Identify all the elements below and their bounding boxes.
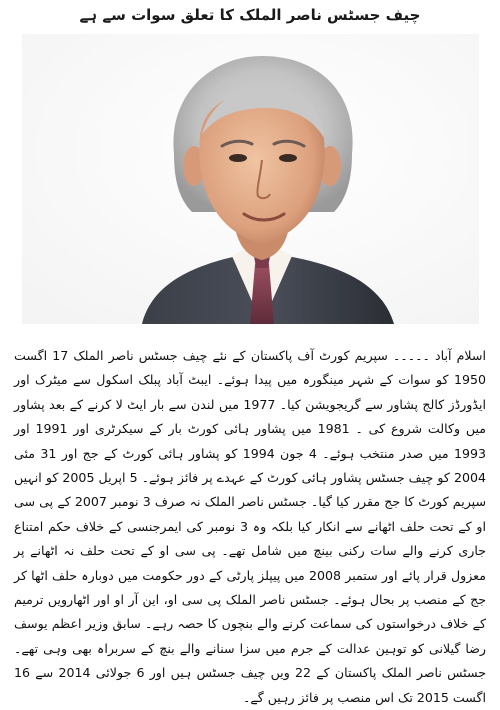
headline: چیف جسٹس ناصر الملک کا تعلق سوات سے ہے <box>79 6 421 24</box>
article-body: اسلام آباد ۔۔۔۔۔ سپریم کورٹ آف پاکستان کے نئے چیف جسٹس ناصر الملک 17 اگست 1950 کو سوات کے شہر مینگورہ میں پیدا ہوئے۔ ایبٹ آباد پبلک اسکول سے میٹرک اور ایڈورڈز کالج پشاور سے گریجویشن کیا۔ 1977 میں لندن سے بار ایٹ لا کرنے کے بعد پشاور میں وکالت شروع کی ۔ 1981 میں پشاور ہائی کورٹ بار کے سیکرٹری اور 1991 اور 1993 میں صدر منتخب ہوئے۔ 4 جون 1994 کو پشاور ہائی کورٹ کے جج اور 31 مئی 2004 کو چیف جسٹس پشاور ہائی کورٹ کے عہدے پر فائز ہوئے۔ 5 اپریل 2005 کو انہیں سپریم کورٹ کا جج مقرر کیا گیا۔ جسٹس ناصر الملک نہ صرف 3 نومبر 2007 کے پی سی او کے تحت حلف اٹھانے سے انکار کیا بلکہ وہ 3 نومبر کی ایمرجنسی کے خلاف حکم امتناع جاری کرنے والے سات رکنی بینچ میں شامل تھے۔ پی سی او کے تحت حلف نہ اٹھانے پر معزول قرار پائے اور ستمبر 2008 میں پیپلز پارٹی کے دور حکومت میں دوبارہ حلف اٹھا کر جج کے منصب پر بحال ہوئے۔ جسٹس ناصر الملک پی سی او، این آر او اور اٹھارویں ترمیم کے خلاف درخواستوں کی سماعت کرنے والے بنچوں کا حصہ رہے۔ سابق وزیر اعظم یوسف رضا گیلانی کو توہین عدالت کے جرم میں سزا سنانے والے بنچ کے سربراہ بھی وہی تھے۔ جسٹس ناصر الملک پاکستان کے 22 ویں چیف جسٹس ہیں اور 6 جولائی 2014 سے 16 اگست 2015 تک اس منصب پر فائز رہیں گے۔ <box>14 348 487 705</box>
portrait-photo <box>22 34 479 324</box>
portrait-illustration <box>22 34 479 324</box>
